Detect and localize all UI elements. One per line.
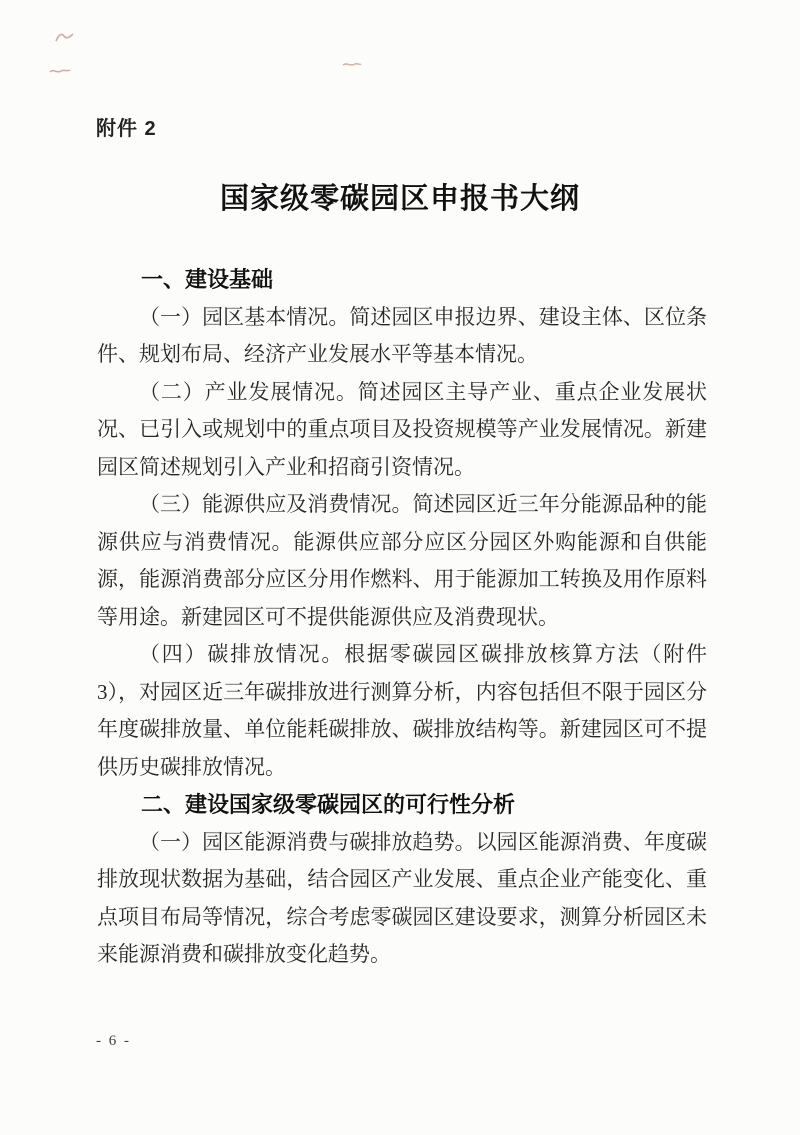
section-heading-construction-basis: 一、建设基础	[141, 267, 274, 292]
red-ink-stroke	[343, 64, 361, 65]
section-heading-feasibility-analysis: 二、建设国家级零碳园区的可行性分析	[141, 792, 516, 817]
paragraph-energy-supply-consumption: （三）能源供应及消费情况。简述园区近三年分能源品种的能源供应与消费情况。能源供应部分应区分园区外购能源和自供能源，能源消费部分应区分用作燃料、用于能源加工转换及用作原料等用途。新建园区可不提供能源供应及消费现状。	[97, 492, 707, 629]
red-ink-mark-icon	[342, 60, 362, 69]
document-body	[97, 261, 707, 974]
paragraph-carbon-emissions: （四）碳排放情况。根据零碳园区碳排放核算方法（附件 3），对园区近三年碳排放进行测算分析，内容包括但不限于园区分年度碳排放量、单位能耗碳排放、碳排放结构等。新建园区可不提供历史碳排放情况。	[97, 642, 707, 779]
paragraph-energy-carbon-trends: （一）园区能源消费与碳排放趋势。以园区能源消费、年度碳排放现状数据为基础，结合园区产业发展、重点企业产能变化、重点项目布局等情况，综合考虑零碳园区建设要求，测算分析园区未来能源消费和碳排放变化趋势。	[97, 829, 707, 966]
red-ink-stroke	[56, 34, 73, 41]
paragraph-park-basic-info: （一）园区基本情况。简述园区申报边界、建设主体、区位条件、规划布局、经济产业发展水平等基本情况。	[97, 304, 707, 366]
red-ink-mark-icon	[55, 32, 75, 45]
red-ink-stroke	[50, 70, 70, 72]
document-title: 国家级零碳园区申报书大纲	[219, 183, 580, 215]
red-ink-mark-icon	[49, 66, 71, 76]
paragraph-industry-development: （二）产业发展情况。简述园区主导产业、重点企业发展状况、已引入或规划中的重点项目及投资规模等产业发展情况。新建园区简述规划引入产业和招商引资情况。	[97, 379, 707, 479]
page-number: - 6 -	[96, 1033, 131, 1049]
attachment-label: 附件 2	[96, 118, 157, 140]
